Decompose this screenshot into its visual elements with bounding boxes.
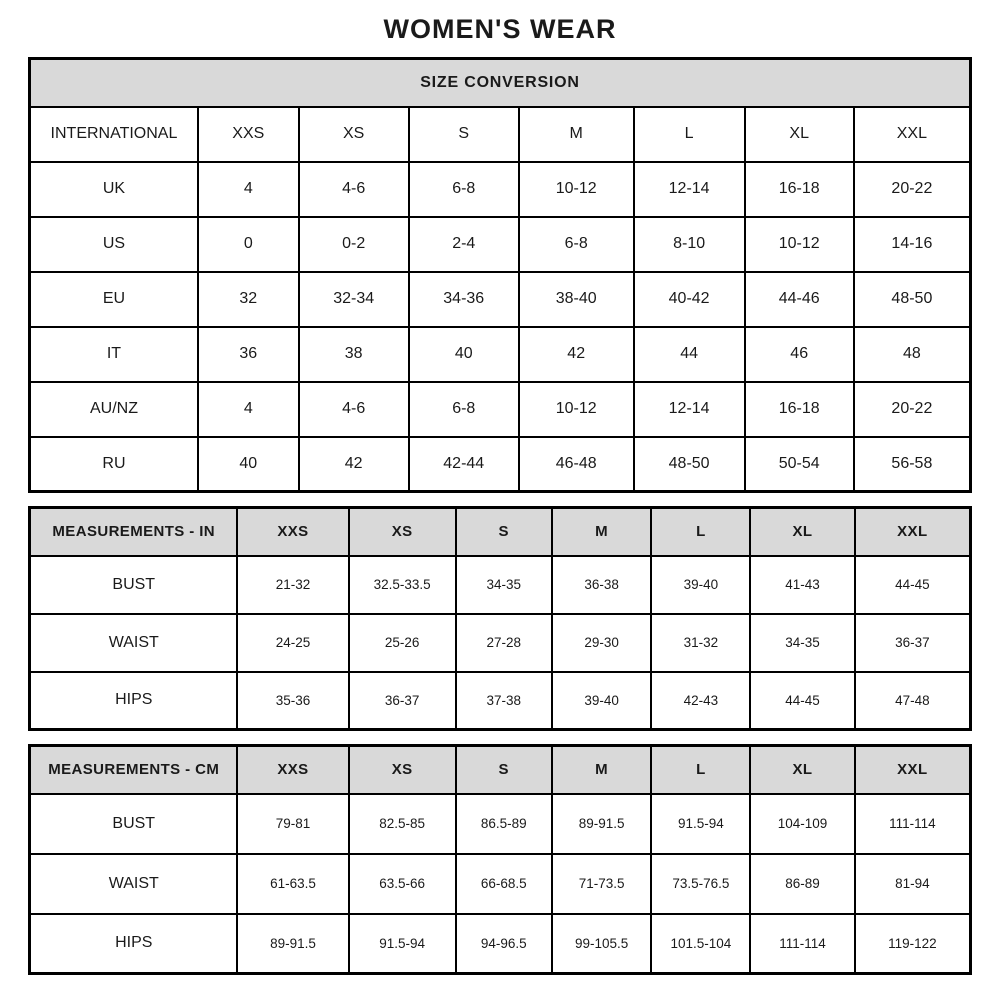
row-label-cell: BUST (30, 794, 238, 854)
measurements-in-table (28, 506, 972, 731)
column-header-row (30, 508, 971, 556)
value-cell: 2-4 (409, 217, 519, 272)
column-header-cell: XS (299, 107, 409, 162)
row-label-cell: RU (30, 437, 198, 492)
table-row (30, 217, 971, 272)
value-cell: 40 (198, 437, 299, 492)
value-cell: 44-46 (745, 272, 854, 327)
column-header-cell: XS (349, 508, 456, 556)
value-cell: 34-36 (409, 272, 519, 327)
table-row (30, 437, 971, 492)
value-cell: 94-96.5 (456, 914, 552, 974)
value-cell: 14-16 (854, 217, 971, 272)
row-label-cell: AU/NZ (30, 382, 198, 437)
column-header-cell: XXL (855, 746, 971, 794)
table-row (30, 556, 971, 614)
value-cell: 86-89 (750, 854, 854, 914)
table-banner-row (30, 59, 971, 107)
value-cell: 39-40 (552, 672, 652, 730)
row-label-cell: WAIST (30, 614, 238, 672)
row-label-cell: BUST (30, 556, 238, 614)
column-header-cell: XXL (855, 508, 971, 556)
value-cell: 8-10 (634, 217, 745, 272)
value-cell: 48-50 (634, 437, 745, 492)
column-header-cell: S (456, 746, 552, 794)
value-cell: 0 (198, 217, 299, 272)
value-cell: 86.5-89 (456, 794, 552, 854)
value-cell: 111-114 (855, 794, 971, 854)
value-cell: 20-22 (854, 162, 971, 217)
table-row (30, 914, 971, 974)
column-header-cell: M (519, 107, 634, 162)
value-cell: 73.5-76.5 (651, 854, 750, 914)
page-title: WOMEN'S WEAR (383, 14, 617, 44)
row-label-cell: IT (30, 327, 198, 382)
value-cell: 41-43 (750, 556, 854, 614)
value-cell: 4 (198, 382, 299, 437)
value-cell: 25-26 (349, 614, 456, 672)
value-cell: 31-32 (651, 614, 750, 672)
value-cell: 66-68.5 (456, 854, 552, 914)
value-cell: 61-63.5 (237, 854, 348, 914)
value-cell: 6-8 (409, 162, 519, 217)
value-cell: 81-94 (855, 854, 971, 914)
table-row (30, 382, 971, 437)
value-cell: 40 (409, 327, 519, 382)
value-cell: 79-81 (237, 794, 348, 854)
value-cell: 99-105.5 (552, 914, 652, 974)
value-cell: 6-8 (519, 217, 634, 272)
value-cell: 10-12 (519, 162, 634, 217)
column-header-row (30, 746, 971, 794)
column-header-cell: XXS (198, 107, 299, 162)
value-cell: 42-44 (409, 437, 519, 492)
column-header-cell: L (634, 107, 745, 162)
row-label-cell: US (30, 217, 198, 272)
column-header-row (30, 107, 971, 162)
column-header-cell: XS (349, 746, 456, 794)
value-cell: 50-54 (745, 437, 854, 492)
size-conversion-table (28, 57, 972, 493)
value-cell: 36-37 (349, 672, 456, 730)
row-label-cell: EU (30, 272, 198, 327)
value-cell: 44 (634, 327, 745, 382)
value-cell: 27-28 (456, 614, 552, 672)
value-cell: 16-18 (745, 382, 854, 437)
table-row (30, 614, 971, 672)
table-row (30, 794, 971, 854)
column-header-cell: XL (750, 508, 854, 556)
value-cell: 10-12 (519, 382, 634, 437)
value-cell: 32 (198, 272, 299, 327)
value-cell: 36-37 (855, 614, 971, 672)
measurements-cm-table (28, 744, 972, 975)
value-cell: 0-2 (299, 217, 409, 272)
column-header-cell: XXS (237, 746, 348, 794)
value-cell: 10-12 (745, 217, 854, 272)
table-row (30, 327, 971, 382)
value-cell: 36 (198, 327, 299, 382)
value-cell: 101.5-104 (651, 914, 750, 974)
value-cell: 12-14 (634, 382, 745, 437)
value-cell: 40-42 (634, 272, 745, 327)
value-cell: 39-40 (651, 556, 750, 614)
value-cell: 38 (299, 327, 409, 382)
column-header-cell: M (552, 746, 652, 794)
value-cell: 82.5-85 (349, 794, 456, 854)
value-cell: 56-58 (854, 437, 971, 492)
value-cell: 89-91.5 (552, 794, 652, 854)
value-cell: 111-114 (750, 914, 854, 974)
row-label-cell: HIPS (30, 914, 238, 974)
column-header-cell: XXS (237, 508, 348, 556)
value-cell: 24-25 (237, 614, 348, 672)
value-cell: 4 (198, 162, 299, 217)
value-cell: 42 (519, 327, 634, 382)
value-cell: 42-43 (651, 672, 750, 730)
value-cell: 38-40 (519, 272, 634, 327)
column-header-cell: M (552, 508, 652, 556)
column-header-cell: L (651, 746, 750, 794)
column-header-cell: L (651, 508, 750, 556)
value-cell: 21-32 (237, 556, 348, 614)
value-cell: 29-30 (552, 614, 652, 672)
table-row (30, 162, 971, 217)
value-cell: 46 (745, 327, 854, 382)
value-cell: 46-48 (519, 437, 634, 492)
row-label-cell: WAIST (30, 854, 238, 914)
value-cell: 48-50 (854, 272, 971, 327)
value-cell: 35-36 (237, 672, 348, 730)
row-label-cell: HIPS (30, 672, 238, 730)
value-cell: 6-8 (409, 382, 519, 437)
value-cell: 36-38 (552, 556, 652, 614)
value-cell: 34-35 (456, 556, 552, 614)
value-cell: 89-91.5 (237, 914, 348, 974)
value-cell: 37-38 (456, 672, 552, 730)
table-row (30, 672, 971, 730)
column-header-cell: S (409, 107, 519, 162)
value-cell: 47-48 (855, 672, 971, 730)
value-cell: 63.5-66 (349, 854, 456, 914)
value-cell: 91.5-94 (349, 914, 456, 974)
row-label-cell: UK (30, 162, 198, 217)
value-cell: 91.5-94 (651, 794, 750, 854)
column-header-cell: MEASUREMENTS - CM (30, 746, 238, 794)
value-cell: 16-18 (745, 162, 854, 217)
value-cell: 44-45 (750, 672, 854, 730)
column-header-cell: XXL (854, 107, 971, 162)
value-cell: 42 (299, 437, 409, 492)
value-cell: 104-109 (750, 794, 854, 854)
column-header-cell: S (456, 508, 552, 556)
value-cell: 12-14 (634, 162, 745, 217)
value-cell: 4-6 (299, 162, 409, 217)
value-cell: 20-22 (854, 382, 971, 437)
value-cell: 34-35 (750, 614, 854, 672)
value-cell: 119-122 (855, 914, 971, 974)
table-row (30, 272, 971, 327)
value-cell: 32.5-33.5 (349, 556, 456, 614)
value-cell: 32-34 (299, 272, 409, 327)
column-header-cell: INTERNATIONAL (30, 107, 198, 162)
table-banner: SIZE CONVERSION (30, 59, 971, 107)
column-header-cell: XL (750, 746, 854, 794)
value-cell: 48 (854, 327, 971, 382)
value-cell: 4-6 (299, 382, 409, 437)
column-header-cell: MEASUREMENTS - IN (30, 508, 238, 556)
table-row (30, 854, 971, 914)
column-header-cell: XL (745, 107, 854, 162)
value-cell: 44-45 (855, 556, 971, 614)
value-cell: 71-73.5 (552, 854, 652, 914)
